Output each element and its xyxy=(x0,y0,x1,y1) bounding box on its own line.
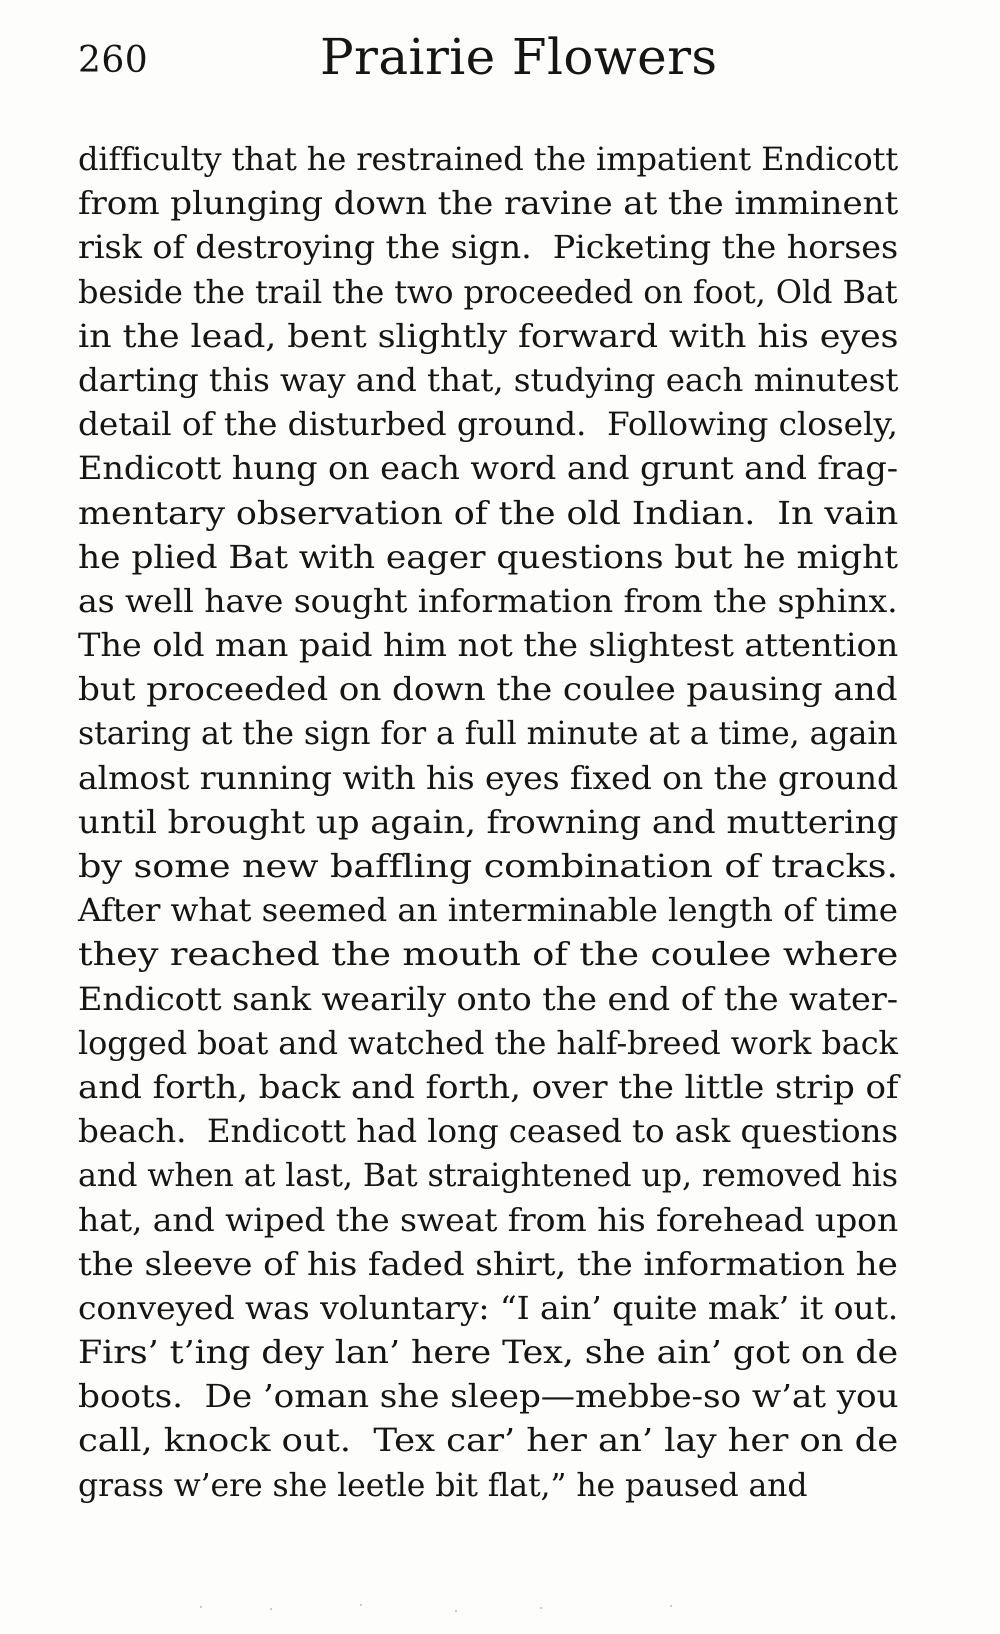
scan-speck xyxy=(540,1607,542,1609)
page-header xyxy=(78,28,938,98)
scan-speck xyxy=(455,1610,457,1612)
book-page: 260 Prairie Flowers difficulty that he restrained the impatient Endicott from plunging down the ravine at the imminent risk of destroying the sign. Picketing the horses beside the trail the two proceeded on foot, Old Bat in the lead, bent slightly forward with his eyes darting this way and that, studying each minutest detail of the disturbed ground. Following closely, Endicott hung on each word and grunt and frag- mentary observation of the old Indian. In vain he plied Bat with eager questions but he might as well have sought information from the sphinx. The old man paid him not the slightest attention but proceeded on down the coulee pausing and staring at the sign for a full minute at a time, again almost running with his eyes fixed on the ground until brought up again, frowning and muttering by some new baffling combination of tracks. After what seemed an interminable length of time they reached the mouth of the coulee where Endicott sank wearily onto the end of the water- logged boat and watched the half-breed work back and forth, back and forth, over the little strip of beach. Endicott had long ceased to ask questions and when at last, Bat straightened up, removed his hat, and wiped the sweat from his forehead upon the sleeve of his faded shirt, the information he conveyed was voluntary: “I ain’ quite mak’ it out. Firs’ t’ing dey lan’ here Tex, she ain’ got on de boots. De ’oman she sleep—mebbe-so w’at you call, knock out. Tex car’ her an’ lay her on de grass w’ere she leetle bit flat,” he paused and xyxy=(0,0,1000,1634)
scan-speck xyxy=(670,1605,672,1607)
scan-speck xyxy=(360,1604,362,1606)
page-number: 260 xyxy=(78,40,149,81)
scan-speck xyxy=(270,1608,272,1610)
running-title: Prairie Flowers xyxy=(320,28,718,86)
scan-speck xyxy=(200,1606,202,1608)
scan-specks xyxy=(200,1602,800,1614)
